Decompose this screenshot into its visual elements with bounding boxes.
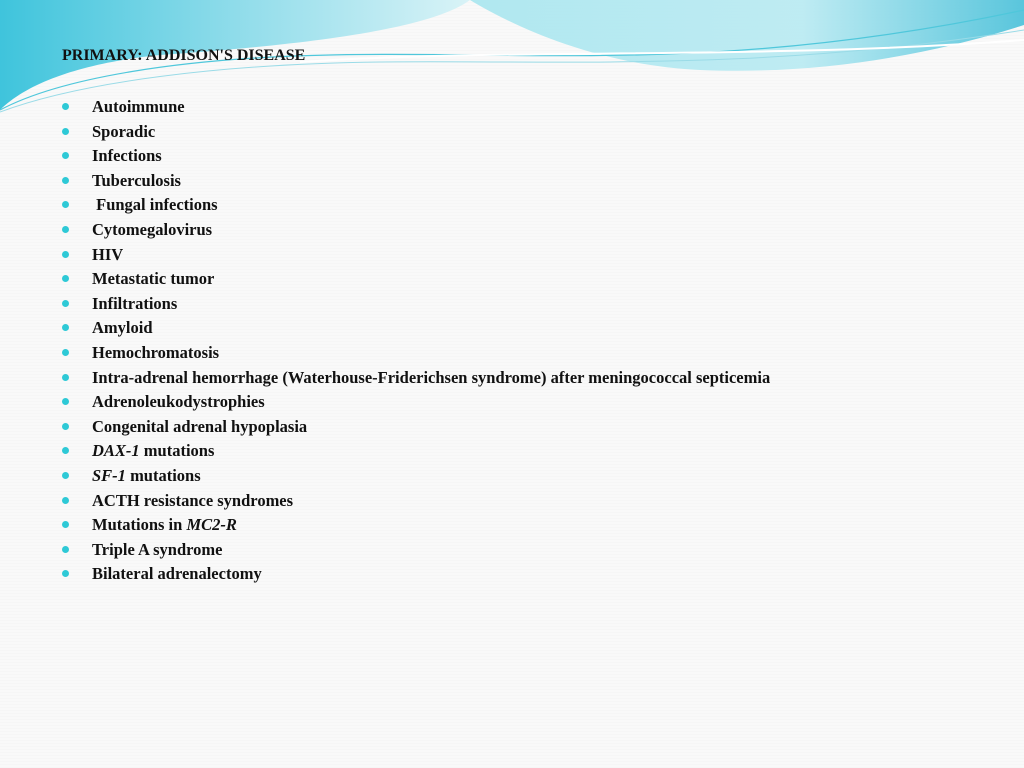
bullet-icon: [62, 374, 69, 381]
bullet-icon: [62, 447, 69, 454]
list-item: [60, 366, 770, 391]
gene-name-sf1: SF-1: [92, 465, 126, 485]
list-item: [60, 489, 770, 514]
list-item-text: Bilateral adrenalectomy: [92, 564, 262, 584]
bullet-icon: [62, 497, 69, 504]
bullet-icon: [62, 423, 69, 430]
list-item: [60, 562, 770, 587]
list-item-text: mutations: [139, 441, 215, 461]
list-item: [60, 218, 770, 243]
list-item: [60, 341, 770, 366]
list-item: [60, 169, 770, 194]
list-item-text: Hemochromatosis: [92, 342, 220, 362]
list-item: [60, 513, 770, 538]
cause-list: [60, 95, 770, 587]
bullet-icon: [62, 570, 69, 577]
bullet-icon: [62, 300, 69, 307]
bullet-icon: [62, 177, 69, 184]
bullet-icon: [62, 275, 69, 282]
list-item: [60, 144, 770, 169]
list-item: [60, 538, 770, 563]
list-item-text: Tuberculosis: [92, 170, 181, 190]
gene-name-mc2r: MC2-R: [186, 515, 237, 535]
list-item-text: Intra-adrenal hemorrhage (Waterhouse-Friderichsen syndrome) after meningococcal septicemia: [92, 367, 771, 387]
list-item-text: Autoimmune: [92, 97, 185, 116]
list-item: [60, 243, 770, 268]
bullet-icon: [62, 546, 69, 553]
list-item-text: Adrenoleukodystrophies: [92, 392, 265, 412]
list-item: [60, 390, 770, 415]
bullet-icon: [62, 103, 69, 110]
bullet-icon: [62, 128, 69, 135]
list-item-text: Infiltrations: [92, 293, 178, 313]
list-item: [60, 464, 770, 489]
bullet-icon: [62, 226, 69, 233]
list-item-text: Mutations in: [92, 515, 187, 535]
list-item: [60, 95, 770, 120]
list-item-text: mutations: [125, 465, 201, 485]
list-item-text: Metastatic tumor: [92, 269, 215, 289]
list-item: [60, 193, 770, 218]
list-item-text: Congenital adrenal hypoplasia: [92, 416, 308, 436]
bullet-icon: [62, 201, 69, 208]
list-item-text: HIV: [92, 244, 124, 264]
list-item-text: Sporadic: [92, 121, 156, 141]
gene-name-dax1: DAX-1: [92, 441, 140, 461]
bullet-icon: [62, 324, 69, 331]
list-item-text: ACTH resistance syndromes: [92, 490, 294, 510]
bullet-icon: [62, 521, 69, 528]
list-item-text: Fungal infections: [92, 195, 218, 215]
bullet-icon: [62, 251, 69, 258]
bullet-icon: [62, 349, 69, 356]
list-item-text: Triple A syndrome: [92, 539, 223, 559]
bullet-icon: [62, 472, 69, 479]
list-item-text: Amyloid: [92, 318, 153, 338]
list-item: [60, 415, 770, 440]
list-item: [60, 316, 770, 341]
list-item: [60, 267, 770, 292]
bullet-icon: [62, 152, 69, 159]
bullet-icon: [62, 398, 69, 405]
list-item-text: Infections: [92, 146, 162, 166]
list-item: [60, 120, 770, 145]
list-item-text: Cytomegalovirus: [92, 219, 213, 239]
list-item: [60, 439, 770, 464]
slide-title: PRIMARY: ADDISON'S DISEASE: [62, 47, 306, 64]
list-item: [60, 292, 770, 317]
